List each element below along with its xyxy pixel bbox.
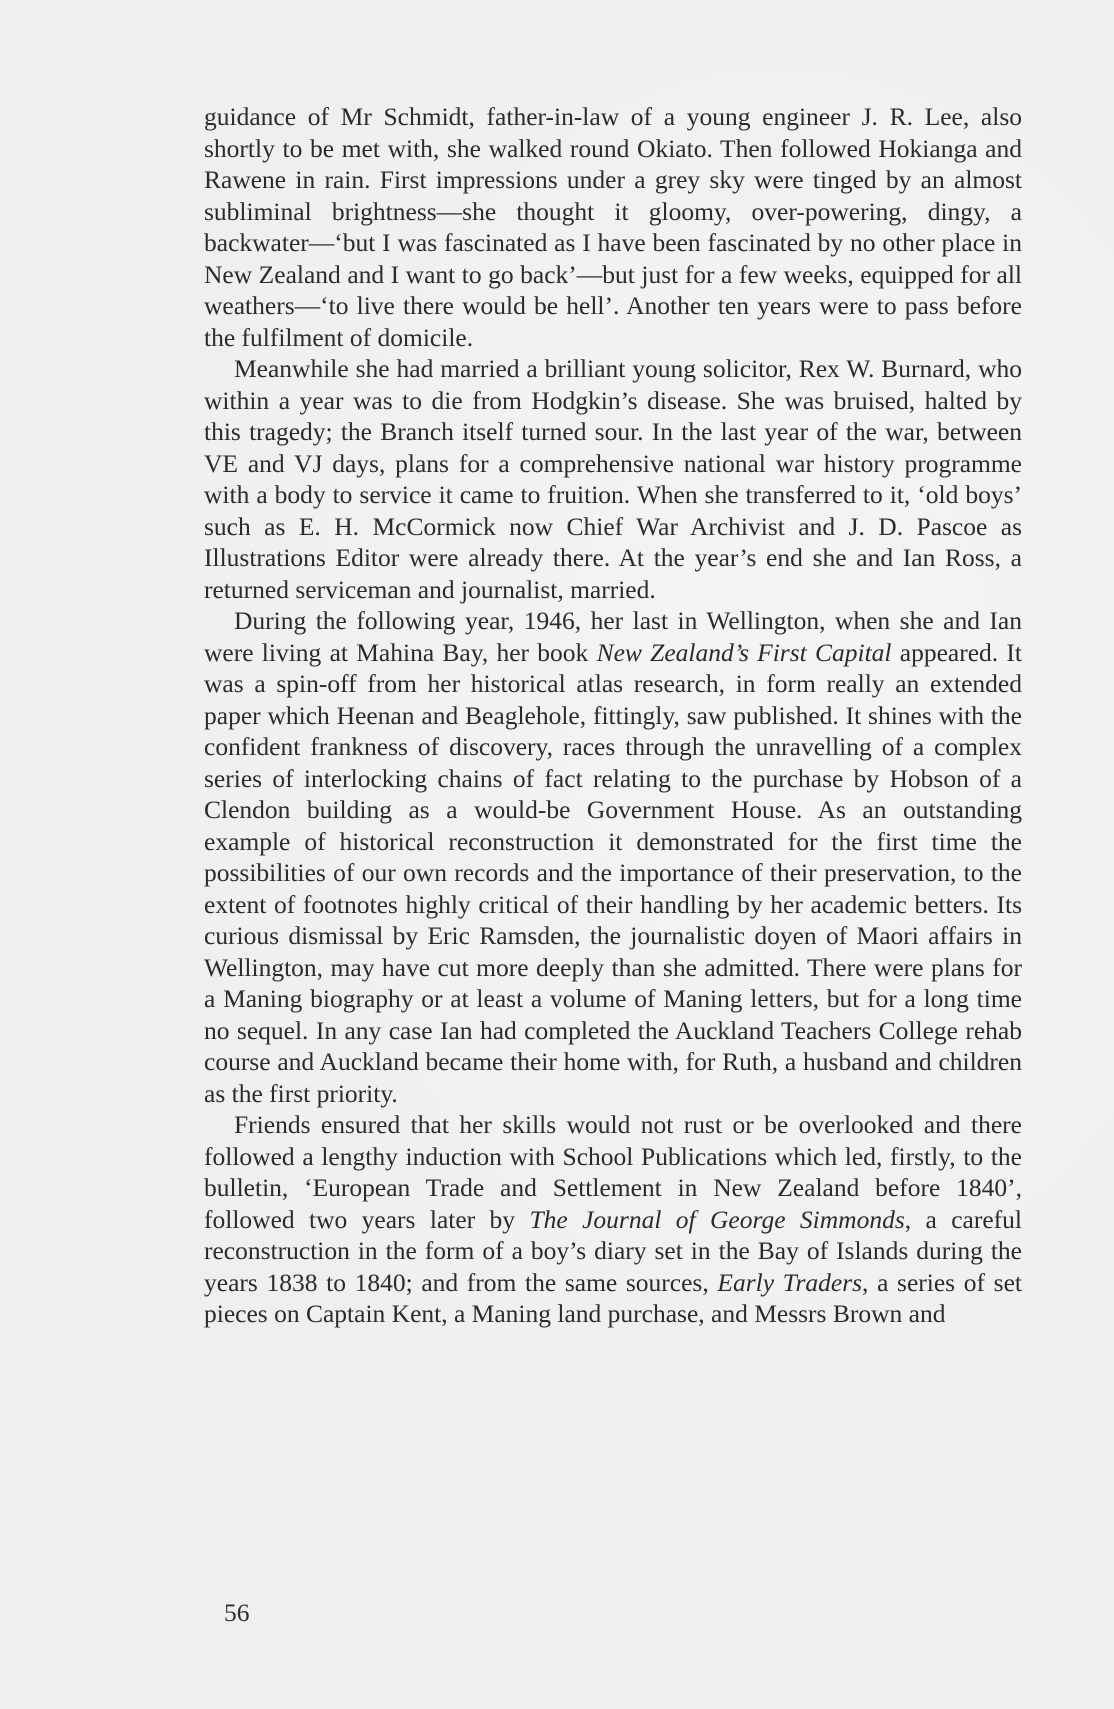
paragraph-3-text-a: During the following year, 1946, her last in Wellington, when she and Ian were living at Mahina Bay, her book [204,606,1022,667]
paragraph-3 [204,605,1022,1109]
book-title-new-zealands-first-capital: New Zealand’s First Capital [596,637,892,667]
book-title-journal-of-george-simmonds: The Journal of George Simmonds [529,1204,905,1234]
paragraph-3-text-b: appeared. It was a spin-off from her historical atlas research, in form really an extended paper which Heenan and Beaglehole, fittingly, saw published. It shines with the confident frankness of discovery, races through the unravelling of a complex series of interlocking chains of fact relating to the purchase by Hobson of a Clendon building as a would-be Government House. As an outstanding example of historical reconstruction it demonstrated for the first time the possibilities of our own records and the importance of their preservation, to the extent of footnotes highly critical of their handling by her academic betters. Its curious dismissal by Eric Ramsden, the journalistic doyen of Maori affairs in Wellington, may have cut more deeply than she admitted. There were plans for a Maning biography or at least a volume of Maning letters, but for a long time no sequel. In any case Ian had completed the Auckland Teachers College rehab course and Auckland became their home with, for Ruth, a husband and children as the first priority. [204,637,1023,1108]
paragraph-4-text-a: Friends ensured that her skills would not rust or be overlooked and there followed a lengthy induction with School Publications which led, firstly, to the bulletin, ‘European Trade and Settlement in New Zealand before 1840’, followed two years later by [204,1110,1022,1234]
paragraph-1 [204,101,1022,353]
paragraph-2-text: Meanwhile she had married a brilliant young solicitor, Rex W. Burnard, who within a year was to die from Hodgkin’s disease. She was bruised, halted by this tragedy; the Branch itself turned sour. In the last year of the war, between VE and VJ days, plans for a comprehensive national war history programme with a body to service it came to fruition. When she transferred to it, ‘old boys’ such as E. H. McCormick now Chief War Archivist and J. D. Pascoe as Illustrations Editor were already there. At the year’s end she and Ian Ross, a returned serviceman and journalist, married. [204,354,1022,604]
paragraph-4 [204,1109,1022,1330]
body-text [204,101,1022,1330]
paragraph-4-text-c: , a series of set pieces on Captain Kent, a Maning land purchase, and Messrs Brown and [204,1267,1022,1328]
paragraph-1-text: guidance of Mr Schmidt, father-in-law of a young engineer J. R. Lee, also shortly to be met with, she walked round Okiato. Then followed Hokianga and Rawene in rain. First impressions under a grey sky were tinged by an almost subliminal brightness—she thought it gloomy, over-powering, dingy, a backwater—‘but I was fascinated as I have been fascinated by no other place in New Zealand and I want to go back’—but just for a few weeks, equipped for all weathers—‘to live there would be hell’. Another ten years were to pass before the fulfilment of domicile. [204,102,1022,352]
paragraph-2 [204,353,1022,605]
book-title-early-traders: Early Traders [717,1267,863,1297]
paragraph-4-text-b: , a careful reconstruction in the form of a boy’s diary set in the Bay of Islands during the years 1838 to 1840; and from the same sources, [204,1204,1023,1297]
page-number: 56 [224,1598,250,1627]
